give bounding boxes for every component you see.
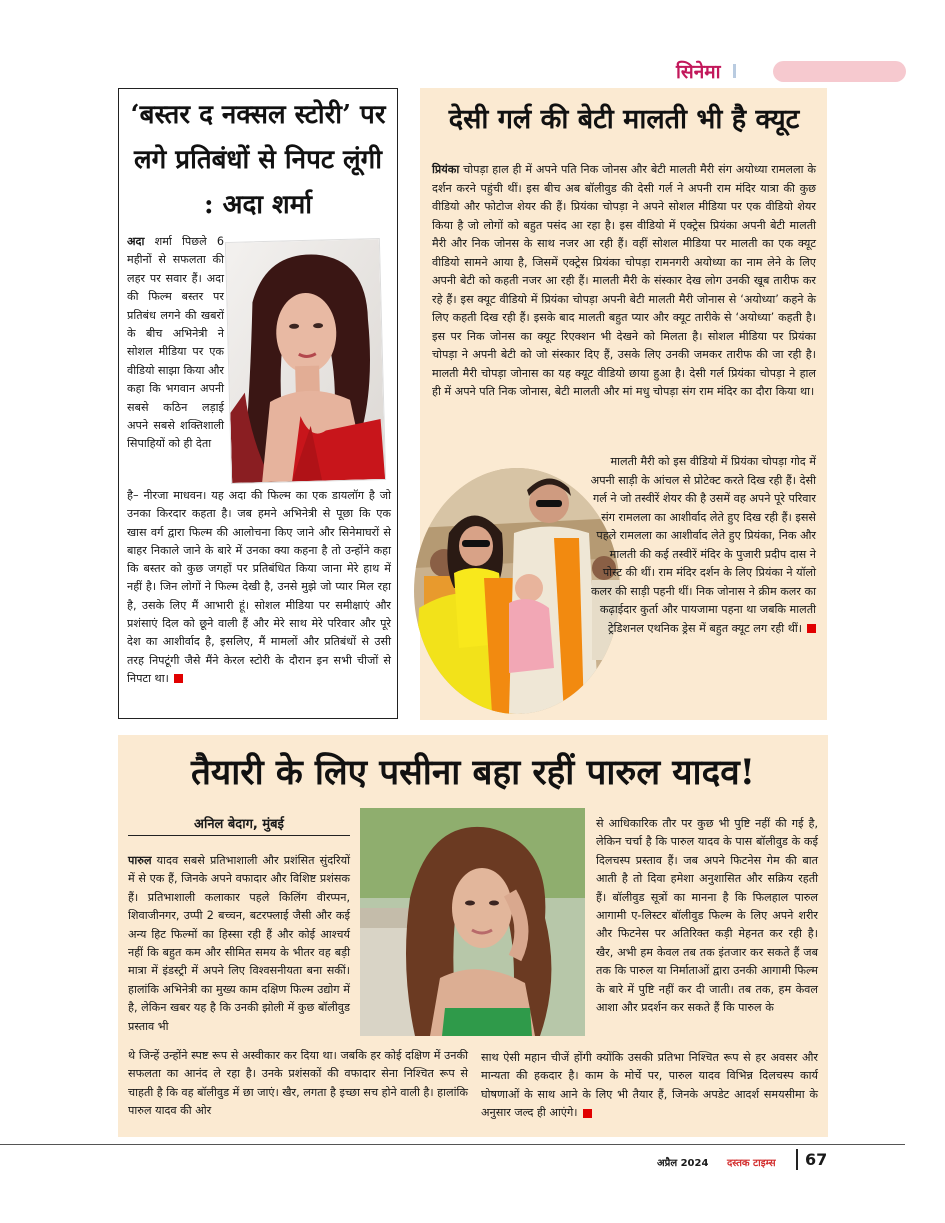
- page-number: 67: [805, 1150, 828, 1169]
- story-priyanka-body-text: चोपड़ा हाल ही में अपने पति निक जोनस और बेटी मालती मैरी संग अयोध्या रामलला के दर्शन करने पहुंची थीं। इस बीच अब बॉलीवुड की देसी गर्ल ने अपनी राम मंदिर यात्रा की कुछ वीडियो और फोटोज शेयर की हैं। प्रियंका चोपड़ा ने अपने सोशल मीडिया पर एक वीडियो शेयर किया है जो लोगों को बहुत पसंद आ रहा है। इस वीडियो में एक्ट्रेस प्रियंका अपनी बेटी मालती मैरी और निक जोनस के साथ नजर आ रही हैं। वहीं सोशल मीडिया पर मालती का एक क्यूट वीडियो सामने आया है, जिसमें एक्ट्रेस प्रियंका चोपड़ा रामनगरी अयोध्या का नाम लेने के लिए अपनी बेटी को कहती नजर आ रही हैं। मालती मैरी के संस्कार देख लोग उनकी खूब तारीफ कर रहे हैं। इस क्यूट वीडियो में प्रियंका चोपड़ा अपनी बेटी मालती मैरी जोनास से ‘अयोध्या’ कहने के लिए कहती दिख रही हैं। इसके बाद मालती बहुत प्यार और क्यूट तारीके से ‘अयोध्या’ कहती है। इस पर निक जोनस का क्यूट रिएक्शन भी देखने को मिलता है। सोशल मीडिया पर प्रियंका चोपड़ा ने अपनी बेटी को जो संस्कार दिए हैं, उसके लिए उनकी जमकर तारीफ की जा रही है। मालती मैरी चोपड़ा जोनास का यह क्यूट वीडियो छाया हुआ है। देसी गर्ल प्रियंका चोपड़ा ने हाल ही में अपने पति निक जोनास, बेटी मालती और मां मधु चोपड़ा संग राम मंदिर का दौरा किया था।: [432, 163, 816, 398]
- story-priyanka-body: [432, 161, 816, 402]
- end-mark-icon: [174, 674, 183, 683]
- story-parul-body-left: थे जिन्हें उन्होंने स्पष्ट रूप से अस्वीकार कर दिया था। जबकि हर कोई दक्षिण में उनकी सफलता का आनंद ले रहा है। उनके प्रशंसकों की वफादार सेना निश्चित रूप से चाहती है कि वह बॉलीवुड में छा जाएं। खैर, लगता है इच्छा सच होने वाली है। हालांकि पारुल यादव की ओर: [128, 1049, 468, 1118]
- parul-yadav-photo: [360, 808, 585, 1036]
- section-label: सिनेमा: [676, 61, 721, 83]
- story-adah-body-text: है– नीरजा माधवन। यह अदा की फिल्म का एक डायलॉग है जो उनका किरदार कहता है। जब हमने अभिनेत्री से पूछा कि एक खास वर्ग द्वारा फिल्म की आलोचना किए जाने और सिनेमाघरों से बाहर निकाले जाने के बारे में उनका क्या कहना है तो उन्होंने कहा कि बस्तर को कुछ जगहों पर प्रतिबंधित किया जाना मेरे हाथ में नहीं है। जिन लोगों ने फिल्म देखी है, उनसे मुझे जो प्यार मिल रहा है, उसके लिए मैं आभारी हूं। सोशल मीडिया पर समीक्षाएं और प्रशंसाएं दिल को छूने वाली हैं और मेरे साथ मेरे परिवार और पूरे देश का आशीर्वाद है, इसलिए, मैं मामलों और प्रतिबंधों से उसी तरह निपटूंगी जैसे मैंने केरल स्टोरी के दौरान इन सभी चीजों से निपटा था।: [127, 489, 391, 685]
- adah-sharma-photo: [225, 238, 386, 484]
- section-divider: [733, 64, 736, 78]
- story-parul-column-left-text: यादव सबसे प्रतिभाशाली और प्रशंसित सुंदरियों में से एक हैं, जिनके अपने वफादार और विशिष्ट प्रशंसक हैं। प्रतिभाशाली कलाकार पहले किलिंग वीरप्पन, शिवाजीनगर, उप्पी 2 बच्चन, बटरफ्लाई जैसी और कई अन्य हिट फिल्मों का हिस्सा रही हैं और कोई आश्चर्य नहीं कि बहुत कम और सीमित समय के भीतर वह बड़ी मात्रा में इंडस्ट्री में अपने लिए विश्वसनीयता बना सकीं। हालांकि अभिनेत्री का मुख्य काम दक्षिण फिल्म उद्योग में है, लेकिन खबर यह है कि उनकी झोली में कुछ बॉलीवुड प्रस्ताव भी: [128, 854, 350, 1033]
- story-parul-body-right-text: साथ ऐसी महान चीजें होंगी क्योंकि उसकी प्रतिभा निश्चित रूप से हर अवसर और मान्यता की हकदार है। काम के मोर्चे पर, पारुल यादव विभिन्न दिलचस्प कार्य घोषणाओं के साथ आने के लिए भी तैयार हैं, जिनके अपडेट आदर्श समयसीमा के अनुसार जल्द ही आएंगे।: [481, 1051, 818, 1120]
- magazine-brand: दस्तक टाइम्स: [727, 1158, 776, 1169]
- issue-date: अप्रैल 2024: [657, 1158, 709, 1169]
- section-pill-decoration: [773, 61, 906, 82]
- story-parul-title: तैयारी के लिए पसीना बहा रहीं पारुल यादव!: [190, 752, 756, 793]
- story-adah-body: [127, 487, 391, 688]
- story-parul-body-right: [481, 1049, 818, 1123]
- story-adah-column: [127, 233, 224, 454]
- end-mark-icon: [583, 1109, 592, 1118]
- end-mark-icon: [807, 624, 816, 633]
- footer-divider: [796, 1149, 798, 1170]
- story-adah-lead: अदा: [127, 235, 145, 248]
- story-adah-title: ‘बस्तर द नक्सल स्टोरी’ पर लगे प्रतिबंधों से निपट लूंगी : अदा शर्मा: [130, 100, 386, 220]
- story-parul-lead: पारुल: [128, 854, 152, 867]
- story-parul-column-right: से आधिकारिक तौर पर कुछ भी पुष्टि नहीं की गई है, लेकिन चर्चा है कि पारुल यादव के पास बॉलीवुड के कई दिलचस्प प्रस्ताव हैं। जब अपने फिटनेस गेम की बात आती है तो दिवा हमेशा अनुशासित और सक्रिय रहती हैं। बॉलीवुड सूत्रों का मानना है कि फिलहाल पारुल आगामी ए-लिस्टर बॉलीवुड फिल्म के लिए अपने शरीर और फिटनेस पर अतिरिक्त कड़ी मेहनत कर रही है। खैर, अभी हम केवल तब तक इंतजार कर सकते हैं जब तक कि पारुल या निर्माताओं द्वारा उनकी आगामी फिल्म के बारे में पुष्टि नहीं कर दी जाती। तब तक, हम केवल आशा और प्रदर्शन कर सकते हैं कि पारुल के: [596, 817, 818, 1015]
- story-priyanka-body-continued-text: मालती मैरी को इस वीडियो में प्रियंका चोपड़ा गोद में अपनी साड़ी के आंचल से प्रोटेक्ट करते दिख रही हैं। देसी गर्ल ने जो तस्वीरें शेयर की है उसमें वह अपने पूरे परिवार संग रामलला का आशीर्वाद लेते हुए दिख रही हैं। इससे पहले रामलला का आशीर्वाद लेते हुए प्रियंका, निक और मालती की कई तस्वीरें मंदिर के पुजारी प्रदीप दास ने पोस्ट की थीं। राम मंदिर दर्शन के लिए प्रियंका ने यॉलो कलर की साड़ी पहनी थीं। निक जोनास ने क्रीम कलर का कढ़ाईदार कुर्ता और पायजामा पहना था जबकि मालती ट्रेडिशनल एथनिक ड्रेस में बहुत क्यूट लग रही थीं।: [590, 455, 816, 635]
- story-priyanka-lead: प्रियंका: [432, 163, 460, 176]
- story-priyanka-title: देसी गर्ल की बेटी मालती भी है क्यूट: [448, 104, 800, 135]
- story-priyanka-body-continued: [587, 453, 816, 638]
- story-parul-column-left: [128, 852, 350, 1036]
- story-parul-byline: अनिल बेदाग, मुंबई: [128, 814, 350, 836]
- footer-rule: [0, 1144, 905, 1145]
- story-adah-column-text: शर्मा पिछले 6 महीनों से सफलता की लहर पर सवार हैं। अदा की फिल्म बस्तर पर प्रतिबंध लगने की खबरों के बीच अभिनेत्री ने सोशल मीडिया पर एक वीडियो साझा किया और कहा कि भगवान अपनी सबसे कठिन लड़ाई अपने सबसे शक्तिशाली सिपाहियों को ही देता: [127, 235, 224, 451]
